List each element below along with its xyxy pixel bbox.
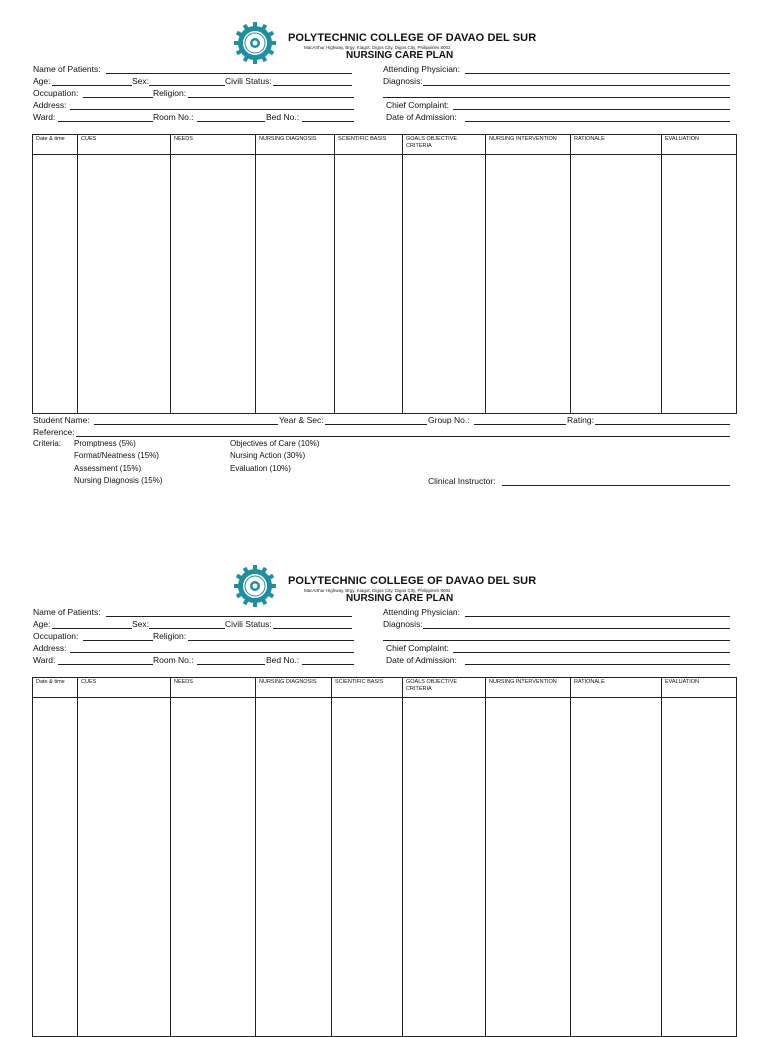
reference-field[interactable]: [76, 436, 730, 437]
column-header: CUES: [78, 678, 171, 698]
form-title: NURSING CARE PLAN: [346, 593, 454, 604]
rating-field[interactable]: [595, 424, 730, 425]
attending-physician-field[interactable]: [465, 616, 730, 617]
sex-field[interactable]: [149, 628, 225, 629]
column-header: GOALS OBJECTIVE CRITERIA: [403, 135, 486, 155]
column-header: NURSING INTERVENTION: [486, 678, 571, 698]
column-header: EVALUATION: [662, 135, 737, 155]
criteria-item: Assessment (15%): [74, 464, 142, 473]
table-cell[interactable]: [662, 698, 737, 1037]
sex-label: Sex:: [132, 76, 150, 86]
ward-field[interactable]: [58, 121, 153, 122]
column-header: CUES: [78, 135, 171, 155]
occupation-label: Occupation:: [33, 631, 79, 641]
form-header: [0, 563, 768, 611]
student-name-label: Student Name:: [33, 415, 90, 425]
column-header: RATIONALE: [571, 135, 662, 155]
room-no-field[interactable]: [197, 121, 265, 122]
date-of-admission-field[interactable]: [465, 664, 730, 665]
religion-field[interactable]: [188, 97, 354, 98]
table-row: [33, 155, 737, 414]
clinical-instructor-field[interactable]: [502, 485, 730, 486]
column-header: NURSING DIAGNOSIS: [256, 135, 335, 155]
chief-complaint-label: Chief Complaint:: [386, 643, 449, 653]
attending-physician-label: Attending Physician:: [383, 64, 461, 74]
table-cell[interactable]: [403, 698, 486, 1037]
diagnosis-label: Diagnosis:: [383, 76, 423, 86]
column-header: NURSING INTERVENTION: [486, 135, 571, 155]
table-cell[interactable]: [256, 698, 332, 1037]
column-header: RATIONALE: [571, 678, 662, 698]
college-name: POLYTECHNIC COLLEGE OF DAVAO DEL SUR: [288, 575, 537, 587]
civil-status-label: Civili Status:: [225, 619, 272, 629]
bed-no-field[interactable]: [302, 664, 354, 665]
table-cell[interactable]: [486, 155, 571, 414]
religion-field[interactable]: [188, 640, 354, 641]
ward-label: Ward:: [33, 655, 56, 665]
chief-complaint-field[interactable]: [453, 652, 730, 653]
column-header: GOALS OBJECTIVE CRITERIA: [403, 678, 486, 698]
column-header: Date & time: [33, 135, 78, 155]
column-header: Date & time: [33, 678, 78, 698]
criteria-item: Promptness (5%): [74, 439, 136, 448]
table-header-row: [33, 135, 737, 155]
clinical-instructor-label: Clinical Instructor:: [428, 476, 496, 486]
year-sec-field[interactable]: [325, 424, 427, 425]
bed-no-field[interactable]: [302, 121, 354, 122]
attending-physician-label: Attending Physician:: [383, 607, 461, 617]
table-cell[interactable]: [78, 155, 171, 414]
table-cell[interactable]: [171, 698, 256, 1037]
table-cell[interactable]: [403, 155, 486, 414]
date-of-admission-field[interactable]: [465, 121, 730, 122]
criteria-label: Criteria:: [33, 439, 62, 448]
table-cell[interactable]: [662, 155, 737, 414]
care-plan-table: [32, 677, 737, 1037]
room-no-field[interactable]: [197, 664, 265, 665]
chief-complaint-field[interactable]: [453, 109, 730, 110]
table-cell[interactable]: [571, 155, 662, 414]
name-of-patients-field[interactable]: [106, 616, 352, 617]
religion-label: Religion:: [153, 631, 187, 641]
column-header: SCIENTIFIC BASIS: [335, 135, 403, 155]
religion-label: Religion:: [153, 88, 187, 98]
column-header: NURSING DIAGNOSIS: [256, 678, 332, 698]
bed-no-label: Bed No.:: [266, 112, 300, 122]
ward-field[interactable]: [58, 664, 153, 665]
name-of-patients-field[interactable]: [106, 73, 352, 74]
name-of-patients-label: Name of Patients:: [33, 607, 101, 617]
diagnosis-field-line-2[interactable]: [383, 97, 730, 98]
civil-status-field[interactable]: [273, 628, 352, 629]
date-of-admission-label: Date of Admission:: [386, 112, 457, 122]
group-no-field[interactable]: [474, 424, 566, 425]
age-label: Age:: [33, 76, 51, 86]
column-header: NEEDS: [171, 678, 256, 698]
address-label: Address:: [33, 100, 67, 110]
year-sec-label: Year & Sec:: [279, 415, 324, 425]
name-of-patients-label: Name of Patients:: [33, 64, 101, 74]
diagnosis-field[interactable]: [423, 628, 730, 629]
occupation-field[interactable]: [83, 97, 153, 98]
group-no-label: Group No.:: [428, 415, 470, 425]
column-header: NEEDS: [171, 135, 256, 155]
table-cell[interactable]: [78, 698, 171, 1037]
college-address: MacArthur Highway, Brgy. Kiagot, Digos City, Digos City, Philippines 8002: [304, 45, 451, 50]
room-no-label: Room No.:: [153, 655, 194, 665]
table-cell[interactable]: [256, 155, 335, 414]
table-cell[interactable]: [332, 698, 403, 1037]
criteria-item: Objectives of Care (10%): [230, 439, 320, 448]
college-address: MacArthur Highway, Brgy. Kiagot, Digos City, Digos City, Philippines 8002: [304, 588, 451, 593]
table-cell[interactable]: [486, 698, 571, 1037]
sex-label: Sex:: [132, 619, 150, 629]
form-header: [0, 20, 768, 68]
table-cell[interactable]: [571, 698, 662, 1037]
diagnosis-field-line-2[interactable]: [383, 640, 730, 641]
college-name: POLYTECHNIC COLLEGE OF DAVAO DEL SUR: [288, 32, 537, 44]
column-header: SCIENTIFIC BASIS: [332, 678, 403, 698]
civil-status-field[interactable]: [273, 85, 352, 86]
college-seal-icon: [234, 565, 276, 607]
rating-label: Rating:: [567, 415, 594, 425]
ward-label: Ward:: [33, 112, 56, 122]
room-no-label: Room No.:: [153, 112, 194, 122]
table-header-row: [33, 678, 737, 698]
table-cell[interactable]: [33, 155, 78, 414]
occupation-field[interactable]: [83, 640, 153, 641]
sex-field[interactable]: [149, 85, 225, 86]
criteria-item: Format/Neatness (15%): [74, 451, 159, 460]
chief-complaint-label: Chief Complaint:: [386, 100, 449, 110]
date-of-admission-label: Date of Admission:: [386, 655, 457, 665]
table-cell[interactable]: [33, 698, 78, 1037]
age-field[interactable]: [52, 628, 132, 629]
reference-label: Reference:: [33, 427, 75, 437]
occupation-label: Occupation:: [33, 88, 79, 98]
address-field[interactable]: [70, 109, 354, 110]
bed-no-label: Bed No.:: [266, 655, 300, 665]
age-field[interactable]: [52, 85, 132, 86]
age-label: Age:: [33, 619, 51, 629]
column-header: EVALUATION: [662, 678, 737, 698]
care-plan-table: [32, 134, 737, 414]
table-row: [33, 698, 737, 1037]
criteria-item: Nursing Diagnosis (15%): [74, 476, 163, 485]
form-title: NURSING CARE PLAN: [346, 50, 454, 61]
diagnosis-label: Diagnosis:: [383, 619, 423, 629]
table-cell[interactable]: [171, 155, 256, 414]
criteria-item: Evaluation (10%): [230, 464, 291, 473]
college-seal-icon: [234, 22, 276, 64]
student-name-field[interactable]: [94, 424, 278, 425]
address-field[interactable]: [70, 652, 354, 653]
criteria-item: Nursing Action (30%): [230, 451, 306, 460]
attending-physician-field[interactable]: [465, 73, 730, 74]
civil-status-label: Civili Status:: [225, 76, 272, 86]
table-cell[interactable]: [335, 155, 403, 414]
address-label: Address:: [33, 643, 67, 653]
diagnosis-field[interactable]: [423, 85, 730, 86]
